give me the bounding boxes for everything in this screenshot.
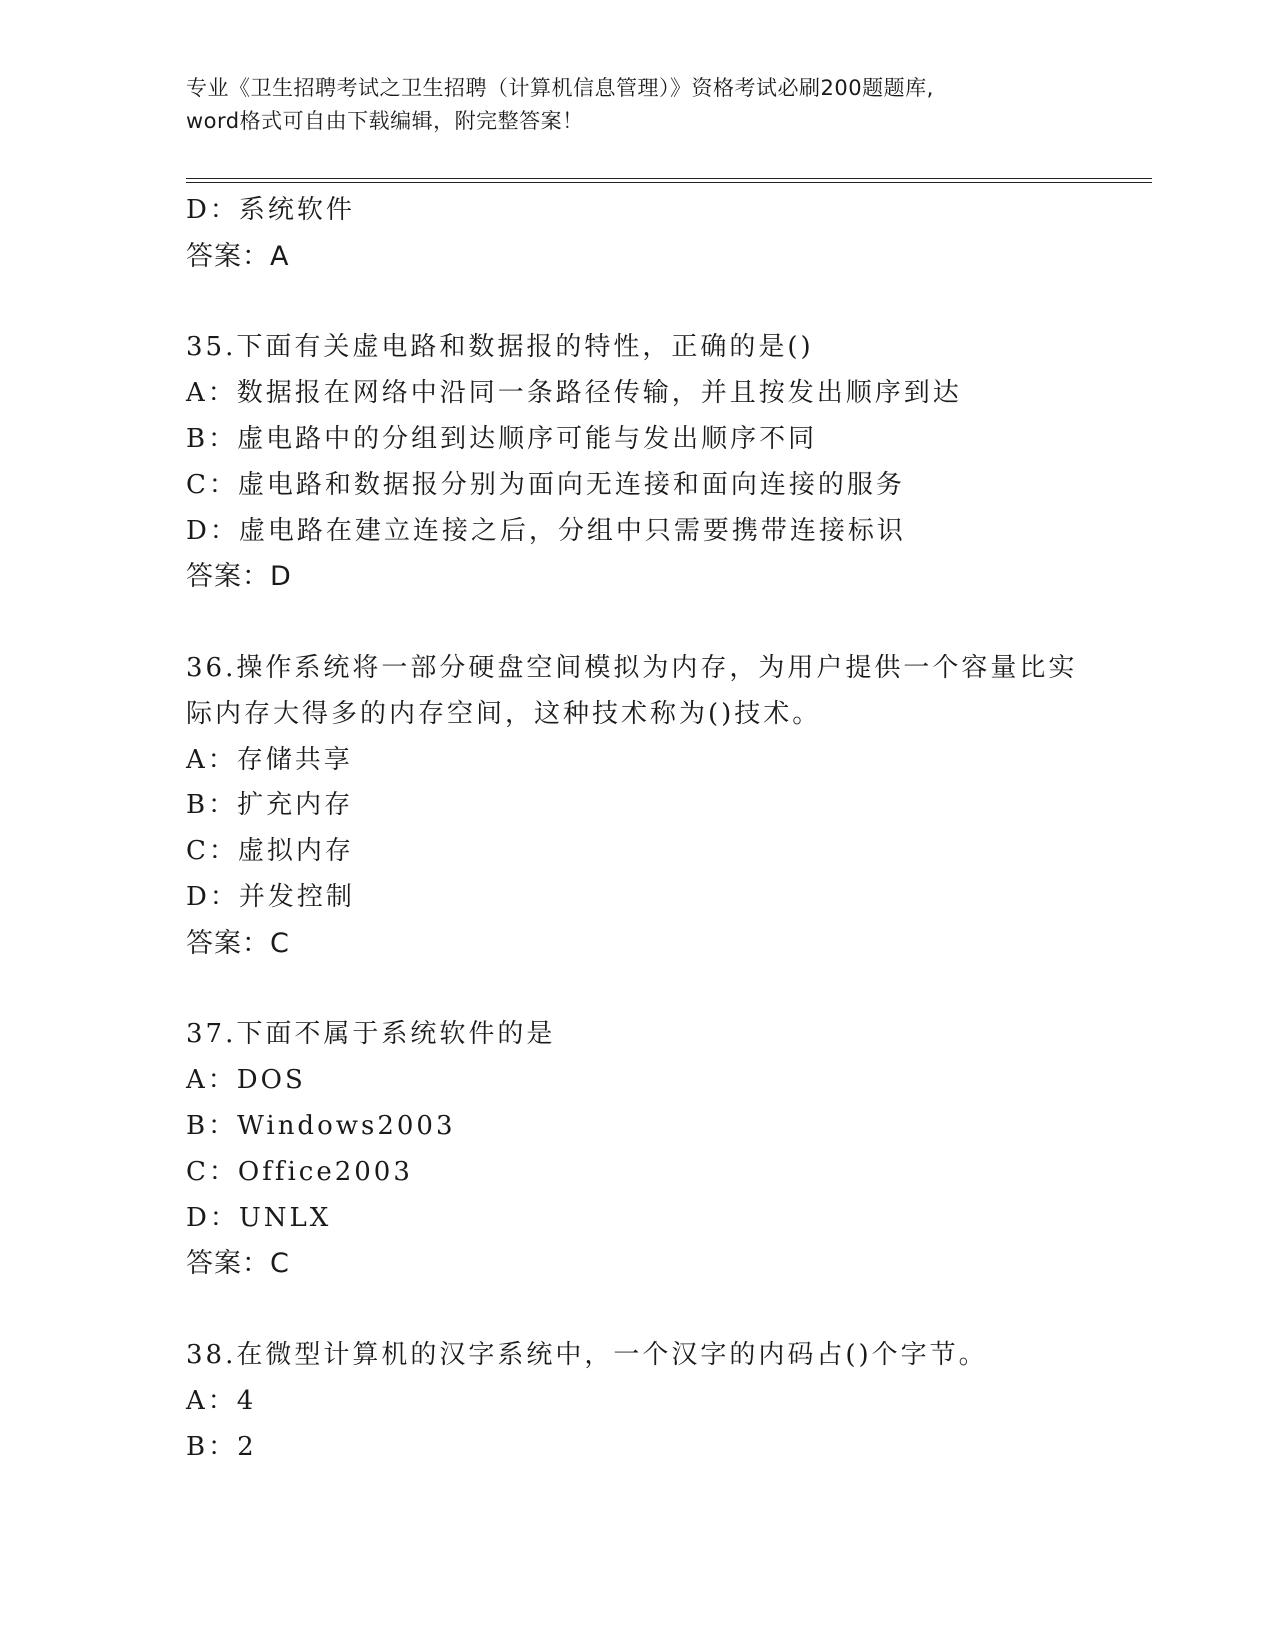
header-line-1: 专业《卫生招聘考试之卫生招聘（计算机信息管理）》资格考试必刷200题题库, [186, 76, 934, 100]
answer: 答案：A [186, 240, 290, 272]
option-d: D：系统软件 [186, 195, 355, 225]
option-b: B：2 [186, 1431, 257, 1462]
spacer [186, 600, 1146, 646]
spacer [186, 1287, 1146, 1333]
spacer [186, 967, 1146, 1013]
answer: 答案：C [186, 927, 290, 959]
option-b: B：虚电路中的分组到达顺序可能与发出顺序不同 [186, 423, 818, 454]
option-b: B：Windows2003 [186, 1110, 456, 1141]
question-stem-continued: 际内存大得多的内存空间，这种技术称为()技术。 [186, 698, 822, 729]
answer: 答案：C [186, 1248, 290, 1280]
option-d: D：虚电路在建立连接之后，分组中只需要携带连接标识 [186, 515, 906, 546]
question-stem: 38.在微型计算机的汉字系统中，一个汉字的内码占()个字节。 [186, 1339, 988, 1370]
option-c: C：虚拟内存 [186, 836, 354, 867]
spacer [186, 280, 1146, 326]
option-a: A：DOS [186, 1065, 306, 1096]
question-stem: 36.操作系统将一部分硬盘空间模拟为内存，为用户提供一个容量比实 [186, 652, 1078, 683]
question-stem: 37.下面不属于系统软件的是 [186, 1019, 556, 1050]
header-divider-bottom [186, 182, 1152, 183]
option-a: A：4 [186, 1385, 257, 1416]
option-b: B：扩充内存 [186, 790, 354, 821]
header-divider-top [186, 178, 1152, 179]
option-d: D：并发控制 [186, 881, 355, 912]
answer: 答案：D [186, 561, 292, 593]
option-a: A：存储共享 [186, 744, 353, 775]
option-d: D：UNLX [186, 1202, 332, 1233]
page-header [186, 72, 1106, 138]
option-c: C：Office2003 [186, 1156, 413, 1187]
header-line-2: word格式可自由下载编辑，附完整答案！ [186, 109, 584, 133]
option-c: C：虚电路和数据报分别为面向无连接和面向连接的服务 [186, 469, 905, 500]
question-stem: 35.下面有关虚电路和数据报的特性，正确的是() [186, 332, 814, 363]
question-content [186, 188, 1146, 1470]
option-a: A：数据报在网络中沿同一条路径传输，并且按发出顺序到达 [186, 378, 962, 409]
